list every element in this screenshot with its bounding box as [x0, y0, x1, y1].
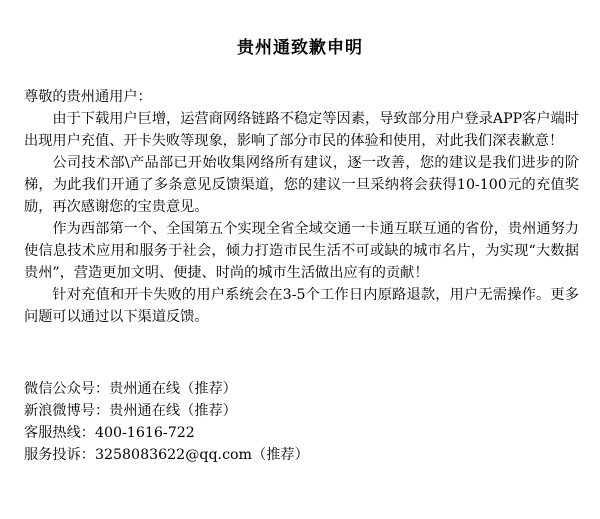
contact-wechat: 微信公众号：贵州通在线（推荐） — [24, 381, 237, 397]
contact-complaint-email: 服务投诉：3258083622@qq.com（推荐） — [24, 447, 309, 463]
salutation: 尊敬的贵州通用户： — [24, 89, 152, 105]
paragraph-refund-notice: 针对充值和开卡失败的用户系统会在3-5个工作日内原路退款，用户无需操作。更多问题可以通过以下渠道反馈。 — [24, 287, 579, 325]
document-title: 贵州通致歉申明 — [237, 38, 363, 58]
contact-weibo: 新浪微博号：贵州通在线（推荐） — [24, 403, 237, 419]
paragraph-company-mission: 作为西部第一个、全国第五个实现全省全域交通一卡通互联互通的省份，贵州通努力使信息技术应用和服务于社会，倾力打造市民生活不可或缺的城市名片，为实现“大数据贵州”，营造更加文明、便捷、时尚的城市生活做出应有的贡献！ — [24, 221, 579, 281]
contact-list — [24, 378, 579, 466]
document-body — [24, 86, 579, 328]
paragraph-network-issue: 由于下载用户巨增，运营商网络链路不稳定等因素，导致部分用户登录APP客户端时出现用户充值、开卡失败等现象，影响了部分市民的体验和使用，对此我们深表歉意！ — [24, 111, 579, 149]
contact-hotline: 客服热线：400-1616-722 — [24, 425, 195, 441]
paragraph-feedback-channels: 公司技术部\产品部已开始收集网络所有建议，逐一改善，您的建议是我们进步的阶梯，为此我们开通了多条意见反馈渠道，您的建议一旦采纳将会获得10-100元的充值奖励，再次感谢您的宝贵意见。 — [24, 155, 579, 215]
